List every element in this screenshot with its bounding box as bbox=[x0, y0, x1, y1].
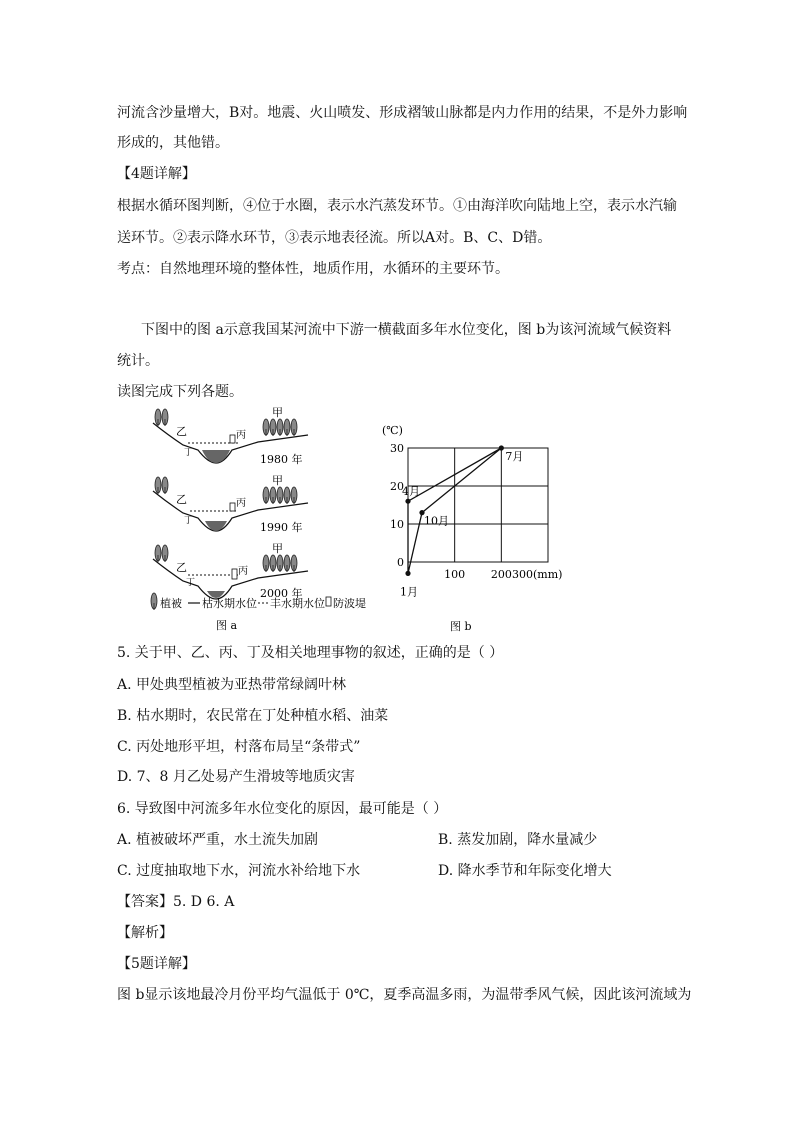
chart-grid bbox=[408, 448, 548, 562]
y-tick-label: 20 bbox=[390, 480, 404, 493]
figure-a bbox=[148, 405, 366, 635]
question-5: 5. 关于甲、乙、丙、丁及相关地理事物的叙述，正确的是（ ） bbox=[117, 645, 504, 661]
text-line: 图 b显示该地最冷月份平均气温低于 0℃，夏季高温多雨，为温带季风气候，因此该河流域为 bbox=[117, 987, 692, 1003]
text-line: 根据水循环图判断，④位于水圈，表示水汽蒸发环节。①由海洋吹向陆地上空，表示水汽输 bbox=[117, 198, 677, 214]
x-axis-label: 300(mm) bbox=[512, 568, 563, 581]
option-5d: D. 7、8 月乙处易产生滑坡等地质灾害 bbox=[117, 769, 355, 785]
option-6a: A. 植被破坏严重，水土流失加剧 bbox=[117, 832, 319, 848]
legend-high-water: 丰水期水位 bbox=[270, 597, 325, 610]
data-point bbox=[499, 445, 504, 450]
figure-b-chart bbox=[370, 420, 570, 635]
option-5a: A. 甲处典型植被为亚热带常绿阔叶林 bbox=[117, 677, 347, 693]
text-line: 送环节。②表示降水环节，③表示地表径流。所以A对。B、C、D错。 bbox=[117, 230, 552, 246]
intro-line: 下图中的图 a示意我国某河流中下游一横截面多年水位变化，图 b为该河流域气候资料 bbox=[141, 322, 672, 338]
option-6c: C. 过度抽取地下水，河流水补给地下水 bbox=[117, 863, 361, 879]
legend-vegetation: 植被 bbox=[160, 597, 182, 610]
label-ding: 丁 bbox=[184, 448, 194, 458]
y-tick-label: 10 bbox=[390, 518, 404, 531]
intro-line: 读图完成下列各题。 bbox=[117, 384, 243, 400]
label-bing: 丙 bbox=[236, 498, 246, 509]
plot-frame bbox=[408, 448, 548, 562]
question-6: 6. 导致图中河流多年水位变化的原因，最可能是（ ） bbox=[117, 801, 448, 817]
data-label: 10月 bbox=[424, 514, 449, 528]
x-ticks bbox=[444, 568, 562, 581]
legend bbox=[151, 593, 366, 610]
chart-caption: 图 b bbox=[450, 620, 472, 633]
answer-line: 【答案】5. D 6. A bbox=[117, 894, 235, 910]
option-6b: B. 蒸发加剧，降水量减少 bbox=[438, 832, 598, 848]
text-line: 河流含沙量增大，B对。地震、火山喷发、形成褶皱山脉都是内力作用的结果，不是外力影响 bbox=[117, 105, 688, 121]
data-label: 4月 bbox=[402, 485, 420, 499]
text-line: 考点：自然地理环境的整体性，地质作用，水循环的主要环节。 bbox=[117, 261, 509, 277]
option-6d: D. 降水季节和年际变化增大 bbox=[438, 863, 612, 879]
data-point bbox=[405, 571, 410, 576]
data-point bbox=[405, 499, 410, 504]
option-5b: B. 枯水期时，农民常在丁处种植水稻、油菜 bbox=[117, 708, 389, 724]
x-tick-label: 200 bbox=[490, 568, 512, 581]
panel-1990 bbox=[153, 474, 308, 534]
label-bing: 丙 bbox=[236, 430, 246, 441]
label-jia: 甲 bbox=[272, 406, 283, 419]
y-axis-label: (℃) bbox=[382, 424, 403, 437]
y-ticks bbox=[390, 442, 404, 569]
label-yi: 乙 bbox=[176, 425, 187, 438]
label-jia: 甲 bbox=[272, 542, 283, 555]
label-yi: 乙 bbox=[176, 561, 187, 574]
label-yi: 乙 bbox=[176, 493, 187, 506]
label-ding: 丁 bbox=[186, 578, 196, 588]
legend-low-water: 枯水期水位 bbox=[202, 597, 257, 610]
panel-2000 bbox=[153, 542, 308, 600]
x-tick-label: 100 bbox=[444, 568, 466, 581]
figure-a-caption: 图 a bbox=[216, 619, 238, 632]
year-label: 1990 年 bbox=[260, 521, 303, 534]
label-ding: 丁 bbox=[184, 516, 194, 526]
data-label: 1月 bbox=[400, 585, 418, 599]
analysis-heading: 【解析】 bbox=[117, 925, 173, 941]
label-bing: 丙 bbox=[238, 566, 248, 577]
y-tick-label: 0 bbox=[397, 556, 404, 569]
data-label: 7月 bbox=[505, 450, 524, 463]
year-label: 2000 年 bbox=[260, 587, 303, 600]
year-label: 1980 年 bbox=[260, 453, 303, 466]
y-tick-label: 30 bbox=[390, 442, 404, 455]
section-heading: 【4题详解】 bbox=[117, 166, 196, 182]
intro-line: 统计。 bbox=[117, 353, 159, 369]
panel-1980 bbox=[153, 406, 308, 466]
text-line: 形成的，其他错。 bbox=[117, 135, 229, 151]
label-jia: 甲 bbox=[272, 474, 283, 487]
section-heading: 【5题详解】 bbox=[117, 956, 196, 972]
option-5c: C. 丙处地形平坦，村落布局呈“条带式” bbox=[117, 739, 361, 755]
legend-levee: 防波堤 bbox=[333, 597, 366, 610]
